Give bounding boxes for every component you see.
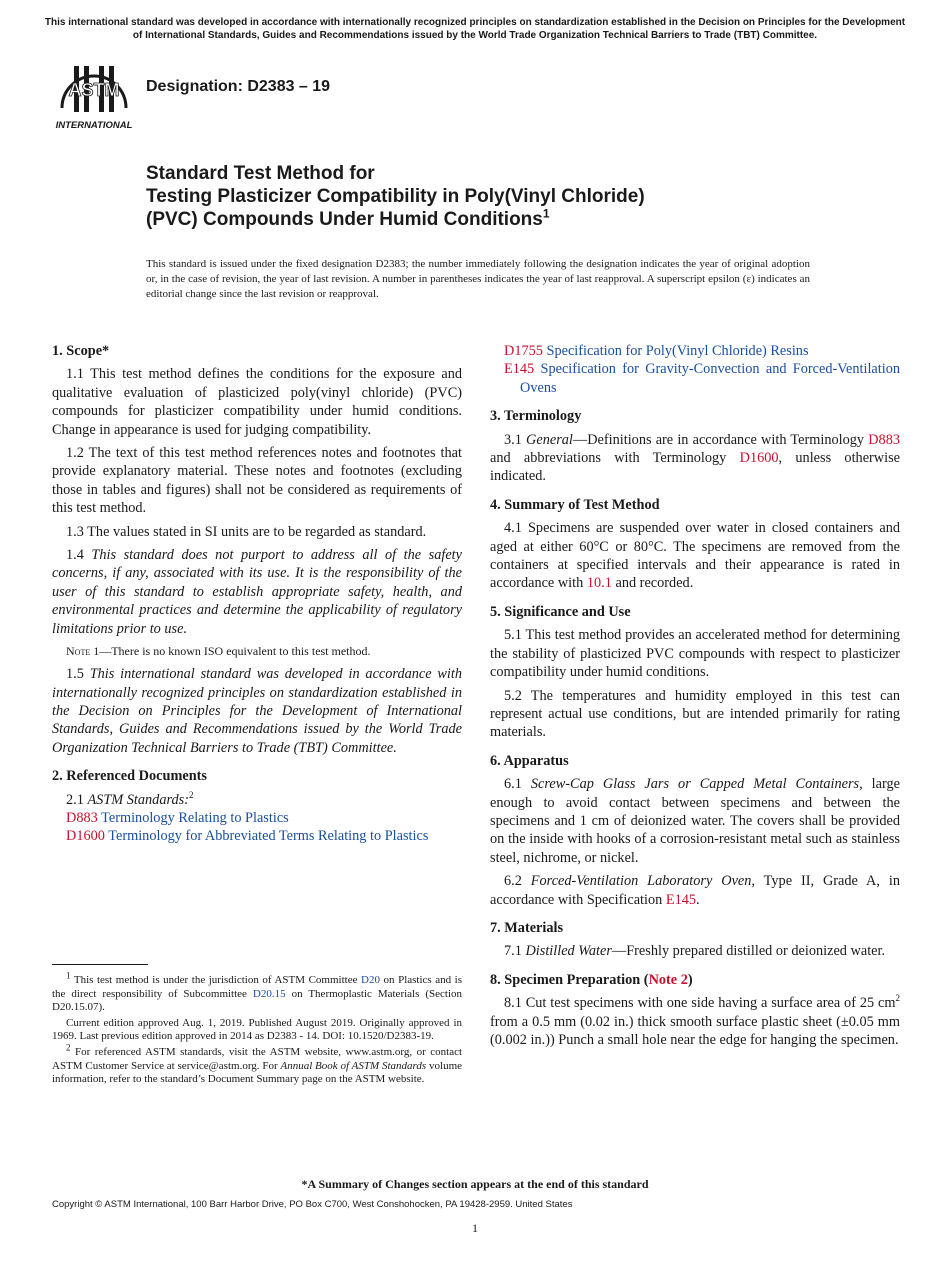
issued-note: This standard is issued under the fixed designation D2383; the number immediately following the designation indicates the year of original adoption or, in the case of revision, the year of last revision. A number in parentheses indicates the year of last reapproval. A superscript epsilon (ε) indicates an editorial change since the last revision or reapproval. bbox=[146, 258, 810, 300]
para-8-1: 8.1 Cut test specimens with one side having a surface area of 25 $cm^2$ from a 0.5 mm (0.02 in.) thick smooth surface plastic sheet (±0.05 mm (0.002 in.)) Punch a small hole near the edge for hanging the specimen. bbox=[490, 993, 900, 1048]
note-1: Note 1—There is no known ISO equivalent to this test method. bbox=[66, 644, 371, 659]
reference-e145[interactable]: E145 Specification for Gravity-Convection and Forced-Ventilation Ovens bbox=[504, 361, 900, 396]
page-title: Standard Test Method for Testing Plasticizer Compatibility in Poly(Vinyl Chloride) (PVC) Compounds Under Humid Conditions$^1$ bbox=[146, 163, 645, 230]
section-8-heading: 8. Specimen Preparation (Note 2) bbox=[490, 971, 693, 988]
footnote-1-edition: Current edition approved Aug. 1, 2019. Published August 2019. Originally approved in 1969. Last previous edition approved in 2014 as D2383 - 14. DOI: 10.1520/D2383-19. bbox=[52, 1016, 462, 1043]
section-3-heading: 3. Terminology bbox=[490, 408, 582, 425]
footnotes bbox=[52, 970, 463, 1089]
summary-of-changes-note: *A Summary of Changes section appears at the end of this standard bbox=[301, 1177, 649, 1191]
para-7-1: 7.1 Distilled Water—Freshly prepared distilled or deionized water. bbox=[504, 943, 886, 960]
footnote-2: $^2$ For referenced ASTM standards, visit the ASTM website, www.astm.org, or contact ASTM Customer Service at service@astm.org. For Annual Book of ASTM Standards volume information, refer to the standard’s Document Summary page on the ASTM website. bbox=[52, 1042, 463, 1086]
para-5-2: 5.2 The temperatures and humidity employed in this test can represent actual use conditions, but are intended primarily for rating materials. bbox=[490, 687, 900, 741]
link-d1600[interactable]: D1600 bbox=[739, 450, 779, 467]
right-column bbox=[490, 342, 900, 1054]
para-2-1: 2.1 ASTM Standards:$^2$ bbox=[66, 789, 194, 808]
para-4-1: 4.1 Specimens are suspended over water in closed containers and aged at either 60°C or 80°C. The specimens are removed from the containers at specified intervals and their appearance is rated in accordance with 10.1 and recorded. bbox=[490, 520, 900, 592]
para-1-1: 1.1 This test method defines the conditions for the exposure and qualitative evaluation of plasticized poly(vinyl chloride) (PVC) compounds for plasticizer compatibility under humid conditions. Change in appearance is used for judging compatibility. bbox=[52, 366, 462, 438]
designation: Designation: D2383 – 19 bbox=[146, 78, 331, 95]
section-4-heading: 4. Summary of Test Method bbox=[490, 496, 660, 513]
link-d20-15[interactable]: D20.15 bbox=[252, 987, 286, 1000]
link-10-1[interactable]: 10.1 bbox=[586, 575, 612, 592]
section-7-heading: 7. Materials bbox=[490, 919, 564, 936]
para-6-2: 6.2 Forced-Ventilation Laboratory Oven, Type II, Grade A, in accordance with Specification E145. bbox=[490, 873, 900, 908]
para-5-1: 5.1 This test method provides an accelerated method for determining the stability of plasticized PVC compounds with respect to plasticizer compatibility under humid conditions. bbox=[490, 627, 900, 681]
reference-d883[interactable]: D883 Terminology Relating to Plastics bbox=[66, 809, 289, 826]
logo-subtext: INTERNATIONAL bbox=[55, 120, 133, 131]
left-column bbox=[52, 342, 462, 846]
para-6-1: 6.1 Screw-Cap Glass Jars or Capped Metal Containers, large enough to avoid contact between specimens and between the specimens and 1 cm of deionized water. The covers shall be provided on the inside with hooks of a corrosion-resistant metal such as stainless steel, nichrome, or nickel. bbox=[490, 776, 900, 866]
top-notice: This international standard was developed in accordance with internationally recognized principles on standardization established in the Decision on Principles for the Development of International Standards, Guides and Recommendations issued by the World Trade Organization Technical Barriers to Trade (TBT) Committee. bbox=[44, 17, 906, 41]
para-3-1: 3.1 General—Definitions are in accordance with Terminology D883 and abbreviations with Terminology D1600, unless otherwise indicated. bbox=[490, 431, 901, 485]
section-1-heading: 1. Scope* bbox=[52, 343, 110, 359]
link-d883[interactable]: D883 bbox=[868, 431, 900, 448]
page-number: 1 bbox=[472, 1221, 478, 1235]
footnote-1: $^1$ This test method is under the jurisdiction of ASTM Committee D20 on Plastics and is the direct responsibility of Subcommittee D20.15 on Thermoplastic Materials (Section D20.15.07). bbox=[52, 970, 463, 1014]
copyright: Copyright © ASTM International, 100 Barr Harbor Drive, PO Box C700, West Conshohocken, PA 19428-2959. United States bbox=[52, 1199, 573, 1210]
logo-text: ASTM bbox=[68, 80, 120, 100]
para-1-3: 1.3 The values stated in SI units are to be regarded as standard. bbox=[66, 523, 427, 540]
link-note-2[interactable]: Note 2 bbox=[648, 971, 688, 988]
para-1-2: 1.2 The text of this test method references notes and footnotes that provide explanatory material. These notes and footnotes (excluding those in tables and figures) shall not be considered as requirements of this test method. bbox=[52, 445, 462, 517]
section-6-heading: 6. Apparatus bbox=[490, 752, 569, 769]
section-2-heading: 2. Referenced Documents bbox=[52, 768, 207, 785]
astm-logo bbox=[52, 52, 136, 132]
para-1-4: 1.4 This standard does not purport to address all of the safety concerns, if any, associated with its use. It is the responsibility of the user of this standard to establish appropriate safety, health, and environmental practices and determine the applicability of regulatory limitations prior to use. bbox=[52, 547, 462, 637]
section-5-heading: 5. Significance and Use bbox=[490, 603, 631, 620]
reference-d1600[interactable]: D1600 Terminology for Abbreviated Terms Relating to Plastics bbox=[66, 828, 429, 845]
link-e145[interactable]: E145 bbox=[665, 891, 697, 908]
para-1-5: 1.5 This international standard was developed in accordance with internationally recognized principles on standardization established in the Decision on Principles for the Development of International Standards, Guides and Recommendations issued by the World Trade Organization Technical Barriers to Trade (TBT) Committee. bbox=[52, 666, 463, 756]
link-d20[interactable]: D20 bbox=[361, 974, 380, 986]
footnote-divider bbox=[52, 964, 148, 965]
reference-d1755[interactable]: D1755 Specification for Poly(Vinyl Chloride) Resins bbox=[504, 343, 809, 359]
